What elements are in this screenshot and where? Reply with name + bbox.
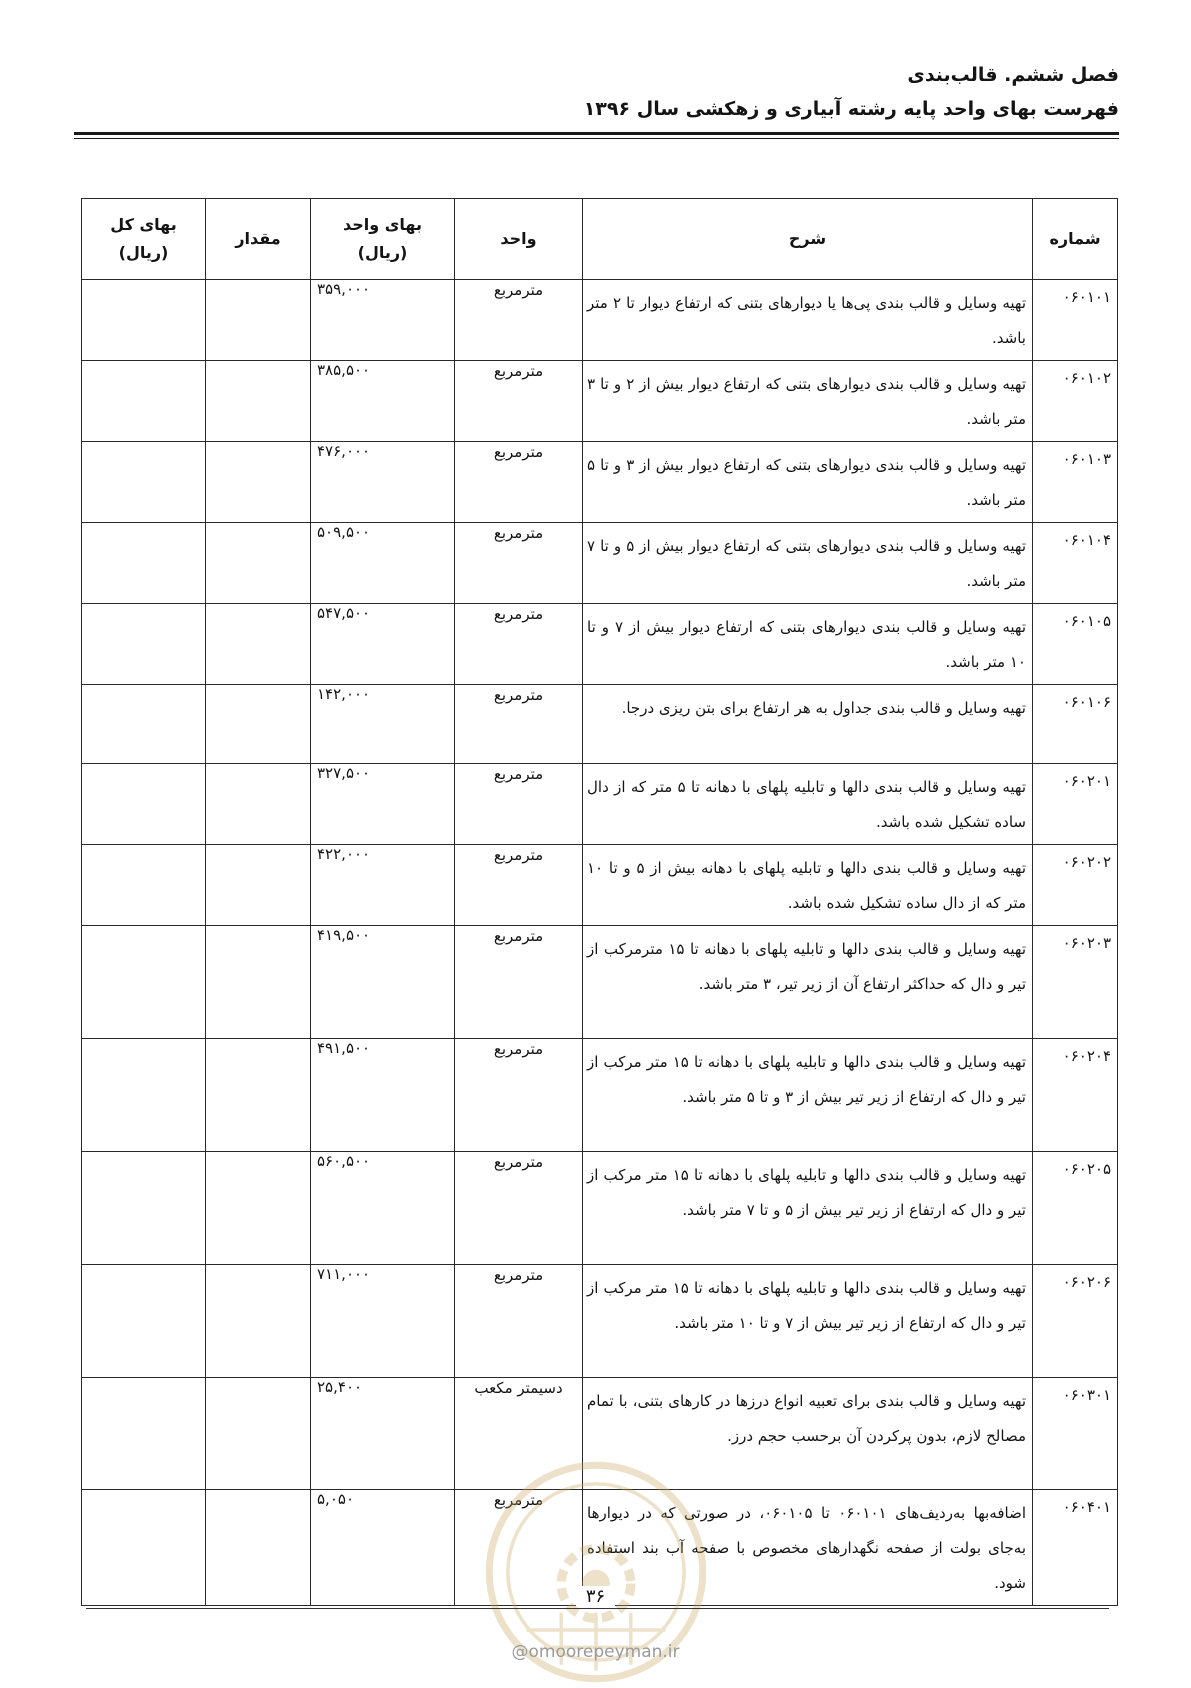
item-quantity bbox=[206, 1265, 311, 1378]
header-row bbox=[82, 199, 1118, 280]
item-quantity bbox=[206, 1152, 311, 1265]
item-quantity bbox=[206, 442, 311, 523]
page-header bbox=[584, 58, 1119, 126]
item-unit-price: ۴۲۲,۰۰۰ bbox=[311, 845, 455, 926]
item-total-price bbox=[82, 1152, 206, 1265]
item-unit-price: ۵۶۰,۵۰۰ bbox=[311, 1152, 455, 1265]
table-row bbox=[82, 442, 1118, 523]
header-description: شرح bbox=[583, 199, 1033, 280]
item-unit-price: ۵۴۷,۵۰۰ bbox=[311, 604, 455, 685]
header-unit-price bbox=[311, 199, 455, 280]
item-total-price bbox=[82, 1039, 206, 1152]
table-row bbox=[82, 845, 1118, 926]
table-row bbox=[82, 1378, 1118, 1490]
table-row bbox=[82, 280, 1118, 361]
item-code: ۰۶۰۱۰۴ bbox=[1033, 523, 1118, 604]
item-unit-price: ۵۰۹,۵۰۰ bbox=[311, 523, 455, 604]
item-total-price bbox=[82, 1265, 206, 1378]
item-quantity bbox=[206, 764, 311, 845]
source-watermark-text: @omoorepeyman.ir bbox=[511, 1642, 680, 1662]
item-unit: مترمربع bbox=[455, 1152, 583, 1265]
item-quantity bbox=[206, 361, 311, 442]
table-row bbox=[82, 1152, 1118, 1265]
item-unit: مترمربع bbox=[455, 604, 583, 685]
table-row bbox=[82, 764, 1118, 845]
item-unit: مترمربع bbox=[455, 926, 583, 1039]
item-code: ۰۶۰۱۰۱ bbox=[1033, 280, 1118, 361]
header-unit-price-label: بهای واحد bbox=[342, 215, 422, 234]
item-unit: مترمربع bbox=[455, 442, 583, 523]
table-row bbox=[82, 604, 1118, 685]
page-number-value: ۳۶ bbox=[576, 1586, 615, 1607]
item-quantity bbox=[206, 685, 311, 764]
item-quantity bbox=[206, 1378, 311, 1490]
table-body bbox=[82, 280, 1118, 1606]
item-unit: مترمربع bbox=[455, 361, 583, 442]
header-rule-thick bbox=[74, 132, 1119, 135]
item-code: ۰۶۰۳۰۱ bbox=[1033, 1378, 1118, 1490]
table-row bbox=[82, 361, 1118, 442]
table-row bbox=[82, 1039, 1118, 1152]
item-unit: دسیمتر مکعب bbox=[455, 1378, 583, 1490]
item-total-price bbox=[82, 442, 206, 523]
chapter-title: فصل ششم. قالب‌بندی bbox=[907, 64, 1119, 86]
item-code: ۰۶۰۱۰۲ bbox=[1033, 361, 1118, 442]
item-description: تهیه وسایل و قالب بندی برای تعبیه انواع درزها در کارهای بتنی، با تمام مصالح لازم، بدون پرکردن آن برحسب حجم درز. bbox=[583, 1378, 1033, 1490]
item-unit: مترمربع bbox=[455, 280, 583, 361]
item-total-price bbox=[82, 361, 206, 442]
item-description: تهیه وسایل و قالب بندی دالها و تابلیه پلهای با دهانه تا ۱۵ متر مرکب از تیر و دال که ارتفاع از زیر تیر بیش از ۷ و تا ۱۰ متر باشد. bbox=[583, 1265, 1033, 1378]
item-unit-price: ۴۹۱,۵۰۰ bbox=[311, 1039, 455, 1152]
item-code: ۰۶۰۲۰۵ bbox=[1033, 1152, 1118, 1265]
table-header bbox=[82, 199, 1118, 280]
item-total-price bbox=[82, 523, 206, 604]
item-description: تهیه وسایل و قالب بندی دیوارهای بتنی که ارتفاع دیوار بیش از ۳ و تا ۵ متر باشد. bbox=[583, 442, 1033, 523]
item-total-price bbox=[82, 604, 206, 685]
header-total-price: بهای کل (ریال) bbox=[82, 199, 206, 280]
item-description: تهیه وسایل و قالب بندی دالها و تابلیه پلهای با دهانه تا ۱۵ متر مرکب از تیر و دال که ارتفاع از زیر تیر بیش از ۳ و تا ۵ متر باشد. bbox=[583, 1039, 1033, 1152]
item-unit-price: ۵,۰۵۰ bbox=[311, 1490, 455, 1606]
item-code: ۰۶۰۲۰۴ bbox=[1033, 1039, 1118, 1152]
item-unit: مترمربع bbox=[455, 1490, 583, 1606]
item-quantity bbox=[206, 604, 311, 685]
item-unit-price: ۳۵۹,۰۰۰ bbox=[311, 280, 455, 361]
item-quantity bbox=[206, 1039, 311, 1152]
header-code: شماره bbox=[1033, 199, 1118, 280]
item-total-price bbox=[82, 845, 206, 926]
item-unit: مترمربع bbox=[455, 764, 583, 845]
item-code: ۰۶۰۱۰۵ bbox=[1033, 604, 1118, 685]
item-unit: مترمربع bbox=[455, 845, 583, 926]
price-list-table bbox=[81, 198, 1118, 1606]
item-description: تهیه وسایل و قالب بندی دیوارهای بتنی که ارتفاع دیوار بیش از ۷ و تا ۱۰ متر باشد. bbox=[583, 604, 1033, 685]
item-description: تهیه وسایل و قالب بندی دیوارهای بتنی که ارتفاع دیوار بیش از ۲ و تا ۳ متر باشد. bbox=[583, 361, 1033, 442]
header-quantity: مقدار bbox=[206, 199, 311, 280]
item-unit-price: ۳۸۵,۵۰۰ bbox=[311, 361, 455, 442]
header-unit-price-currency: (ریال) bbox=[357, 243, 408, 262]
item-quantity bbox=[206, 926, 311, 1039]
item-quantity bbox=[206, 280, 311, 361]
item-code: ۰۶۰۴۰۱ bbox=[1033, 1490, 1118, 1606]
item-unit-price: ۱۴۲,۰۰۰ bbox=[311, 685, 455, 764]
item-total-price bbox=[82, 280, 206, 361]
item-unit: مترمربع bbox=[455, 685, 583, 764]
item-unit-price: ۴۷۶,۰۰۰ bbox=[311, 442, 455, 523]
item-unit-price: ۲۵,۴۰۰ bbox=[311, 1378, 455, 1490]
item-unit-price: ۷۱۱,۰۰۰ bbox=[311, 1265, 455, 1378]
footer-rule bbox=[86, 1608, 1109, 1609]
item-description: تهیه وسایل و قالب بندی پی‌ها یا دیوارهای بتنی که ارتفاع دیوار تا ۲ متر باشد. bbox=[583, 280, 1033, 361]
item-total-price bbox=[82, 685, 206, 764]
item-code: ۰۶۰۱۰۶ bbox=[1033, 685, 1118, 764]
item-code: ۰۶۰۲۰۶ bbox=[1033, 1265, 1118, 1378]
document-subtitle: فهرست بهای واحد پایه رشته آبیاری و زهکشی سال ۱۳۹۶ bbox=[583, 98, 1119, 120]
item-code: ۰۶۰۲۰۱ bbox=[1033, 764, 1118, 845]
item-code: ۰۶۰۱۰۳ bbox=[1033, 442, 1118, 523]
table-row bbox=[82, 523, 1118, 604]
item-total-price bbox=[82, 1378, 206, 1490]
item-description: تهیه وسایل و قالب بندی دالها و تابلیه پلهای با دهانه تا ۵ متر که از دال ساده تشکیل شده باشد. bbox=[583, 764, 1033, 845]
item-description: اضافه‌بها به‌ردیف‌های ۰۶۰۱۰۱ تا ۰۶۰۱۰۵، در صورتی که در دیوارها به‌جای بولت از صفحه نگهدارهای مخصوص با صفحه آب بند استفاده شود. bbox=[583, 1490, 1033, 1606]
item-unit: مترمربع bbox=[455, 1039, 583, 1152]
item-quantity bbox=[206, 845, 311, 926]
item-unit: مترمربع bbox=[455, 1265, 583, 1378]
item-unit-price: ۴۱۹,۵۰۰ bbox=[311, 926, 455, 1039]
item-description: تهیه وسایل و قالب بندی دیوارهای بتنی که ارتفاع دیوار بیش از ۵ و تا ۷ متر باشد. bbox=[583, 523, 1033, 604]
item-code: ۰۶۰۲۰۳ bbox=[1033, 926, 1118, 1039]
item-description: تهیه وسایل و قالب بندی دالها و تابلیه پلهای با دهانه تا ۱۵ متر مرکب از تیر و دال که ارتفاع از زیر تیر بیش از ۵ و تا ۷ متر باشد. bbox=[583, 1152, 1033, 1265]
item-total-price bbox=[82, 926, 206, 1039]
item-unit: مترمربع bbox=[455, 523, 583, 604]
table-row bbox=[82, 1265, 1118, 1378]
header-unit: واحد bbox=[455, 199, 583, 280]
item-code: ۰۶۰۲۰۲ bbox=[1033, 845, 1118, 926]
header-rule-thin bbox=[74, 138, 1119, 139]
table-row bbox=[82, 685, 1118, 764]
item-description: تهیه وسایل و قالب بندی جداول به هر ارتفاع برای بتن ریزی درجا. bbox=[583, 685, 1033, 764]
page-number bbox=[0, 1586, 1191, 1607]
item-quantity bbox=[206, 523, 311, 604]
item-total-price bbox=[82, 764, 206, 845]
item-description: تهیه وسایل و قالب بندی دالها و تابلیه پلهای با دهانه تا ۱۵ مترمرکب از تیر و دال که حداکثر ارتفاع آن از زیر تیر، ۳ متر باشد. bbox=[583, 926, 1033, 1039]
item-description: تهیه وسایل و قالب بندی دالها و تابلیه پلهای با دهانه بیش از ۵ و تا ۱۰ متر که از دال ساده تشکیل شده باشد. bbox=[583, 845, 1033, 926]
item-unit-price: ۳۲۷,۵۰۰ bbox=[311, 764, 455, 845]
table-row bbox=[82, 926, 1118, 1039]
